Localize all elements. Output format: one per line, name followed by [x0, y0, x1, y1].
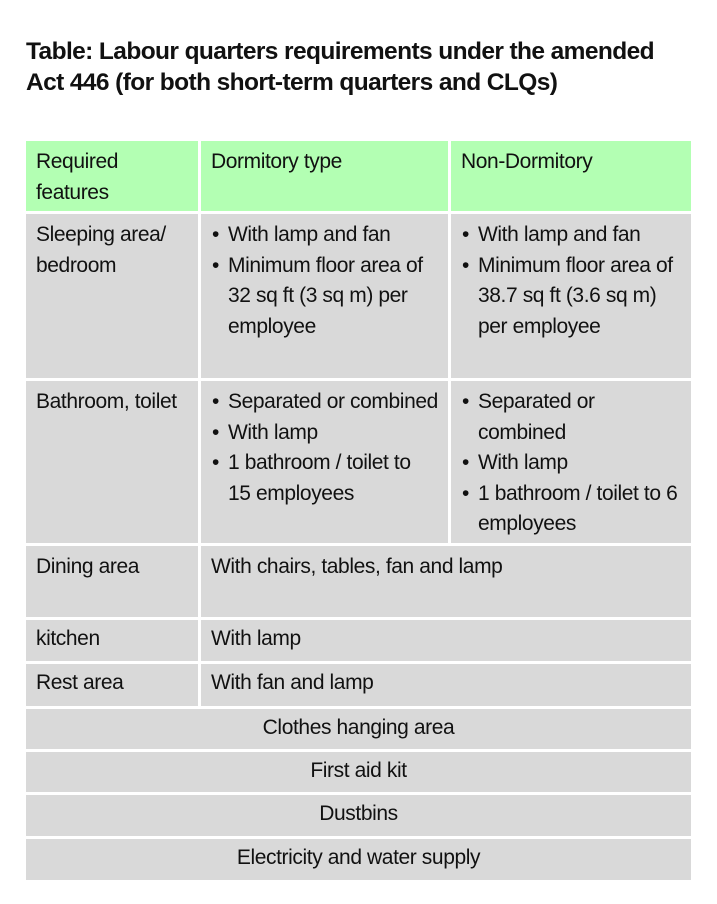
common-requirement-cell: First aid kit [26, 752, 691, 792]
feature-cell: Dining area [26, 546, 198, 617]
list-item: • With lamp [211, 418, 438, 449]
feature-cell: Sleeping area/ bedroom [26, 214, 198, 378]
requirement-cell: With lamp [201, 620, 691, 661]
feature-cell: Rest area [26, 664, 198, 706]
list-item: • With lamp [461, 448, 681, 479]
header-non-dormitory: Non-Dormitory [451, 141, 691, 211]
table-row-clothes-hanging [26, 709, 691, 749]
list-item: • Minimum floor area of 38.7 sq ft (3.6 sq m) per employee [461, 251, 681, 343]
table-row-dining [26, 546, 691, 617]
common-requirement-cell: Dustbins [26, 795, 691, 836]
list-item: • 1 bathroom / toilet to 6 employees [461, 479, 681, 540]
header-required-features: Required features [26, 141, 198, 211]
header-dormitory-type: Dormitory type [201, 141, 448, 211]
non-dormitory-cell [451, 381, 691, 543]
common-requirement-cell: Clothes hanging area [26, 709, 691, 749]
table-row-sleeping [26, 214, 691, 378]
non-dormitory-cell [451, 214, 691, 378]
feature-cell: kitchen [26, 620, 198, 661]
feature-cell: Bathroom, toilet [26, 381, 198, 543]
table-header-row [26, 141, 691, 211]
table-row-kitchen [26, 620, 691, 661]
common-requirement-cell: Electricity and water supply [26, 839, 691, 880]
table-row-dustbins [26, 795, 691, 836]
dormitory-cell [201, 381, 448, 543]
table-title: Table: Labour quarters requirements under the amended Act 446 (for both short-term quarters and CLQs) [26, 38, 655, 96]
list-item: • Separated or combined [211, 387, 438, 418]
list-item: • Separated or combined [461, 387, 681, 448]
list-item: • With lamp and fan [211, 220, 438, 251]
table-row-bathroom [26, 381, 691, 543]
table-row-electricity-water [26, 839, 691, 880]
list-item: • 1 bathroom / toilet to 15 employees [211, 448, 438, 509]
requirement-cell: With fan and lamp [201, 664, 691, 706]
list-item: • With lamp and fan [461, 220, 681, 251]
table-row-rest [26, 664, 691, 706]
requirement-cell: With chairs, tables, fan and lamp [201, 546, 691, 617]
table-row-first-aid [26, 752, 691, 792]
list-item: • Minimum floor area of 32 sq ft (3 sq m) per employee [211, 251, 438, 343]
dormitory-cell [201, 214, 448, 378]
